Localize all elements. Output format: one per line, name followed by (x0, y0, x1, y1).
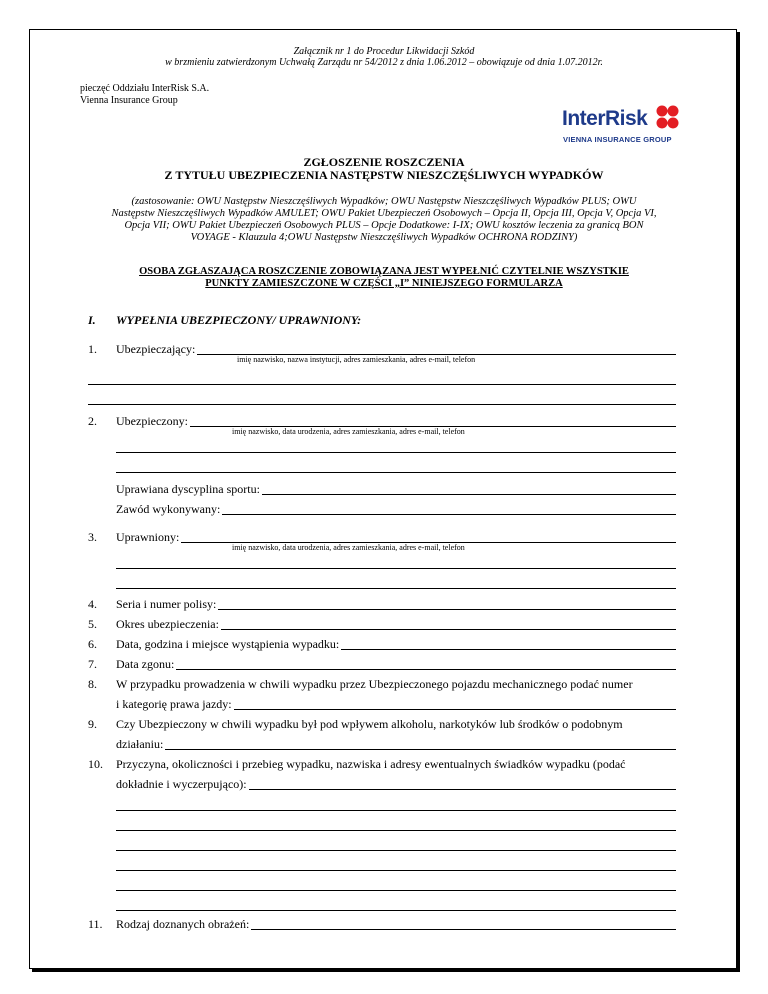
fill-line[interactable] (88, 384, 676, 385)
section-number: I. (88, 313, 96, 327)
field-hint: imię nazwisko, data urodzenia, adres zamieszkania, adres e-mail, telefon (232, 543, 465, 552)
stamp-line-1: pieczęć Oddziału InterRisk S.A. (80, 83, 210, 94)
item-number: 11. (88, 917, 103, 931)
field-label: Zawód wykonywany: (116, 502, 221, 516)
field-label: Rodzaj doznanych obrażeń: (116, 917, 250, 931)
item-number: 6. (88, 637, 97, 651)
field-label: Czy Ubezpieczony w chwili wypadku był pod wpływem alkoholu, narkotyków lub środków o podobnym (116, 717, 623, 731)
fill-line[interactable] (116, 810, 676, 811)
annex-line-2: w brzmieniu zatwierdzonym Uchwałą Zarządu nr 54/2012 z dnia 1.06.2012 – obowiązuje od dnia 1.07.2012r. (165, 57, 603, 68)
field-label: Uprawiana dyscyplina sportu: (116, 482, 260, 496)
field-label: Okres ubezpieczenia: (116, 617, 219, 631)
intoxication-question (88, 717, 676, 733)
driving-license-field[interactable] (116, 697, 676, 713)
stamp-line-2: Vienna Insurance Group (80, 95, 178, 106)
field-label: Przyczyna, okoliczności i przebieg wypadku, nazwiska i adresy ewentualnych świadków wypadku (podać (116, 757, 626, 771)
field-label: Uprawniony: (116, 530, 180, 544)
section-title: WYPEŁNIA UBEZPIECZONY/ UPRAWNIONY: (116, 313, 362, 327)
fill-line[interactable] (116, 749, 676, 750)
field-label: Seria i numer polisy: (116, 597, 217, 611)
accident-datetime-field[interactable] (88, 637, 676, 653)
interrisk-logo (562, 104, 678, 146)
death-date-field[interactable] (88, 657, 676, 673)
intoxication-field[interactable] (116, 737, 676, 753)
logo-brand: InterRisk (562, 107, 648, 130)
fill-line[interactable] (116, 568, 676, 569)
policy-number-field[interactable] (88, 597, 676, 613)
item-number: 10. (88, 757, 103, 771)
field-label: Data zgonu: (116, 657, 175, 671)
fill-line[interactable] (116, 669, 676, 670)
scope-note: (zastosowanie: OWU Następstw Nieszczęśliwych Wypadków; OWU Następstw Nieszczęśliwych Wypadków PLUS; OWU Następstw Nieszczęśliwych Wypadków AMULET; OWU Pakiet Ubezpieczeń Osobowych – Opcja II, Opcja III, Opcja V, Opcja VI, Opcja VII; OWU Pakiet Ubezpieczeń Osobowych PLUS – Opcje Dodatkowe: I-IX; OWU kosztów leczenia za granicą BON VOYAGE - Klauzula 4;OWU Następstw Nieszczęśliwych Wypadków OCHRONA RODZINY) (111, 196, 657, 243)
item-number: 5. (88, 617, 97, 631)
annex-note (0, 46, 768, 68)
item-number: 7. (88, 657, 97, 671)
fill-notice: OSOBA ZGŁASZAJĄCA ROSZCZENIE ZOBOWIĄZANA JEST WYPEŁNIĆ CZYTELNIE WSZYSTKIE PUNKTY ZAMIESZCZONE W CZĘŚCI „I” NINIEJSZEGO FORMULARZA (139, 266, 629, 289)
fill-line[interactable] (116, 850, 676, 851)
item-number: 1. (88, 342, 97, 356)
logo-group: VIENNA INSURANCE GROUP (563, 135, 672, 144)
sport-field[interactable] (116, 482, 676, 498)
field-label: Data, godzina i miejsce wystąpienia wypadku: (116, 637, 340, 651)
item-number: 4. (88, 597, 97, 611)
item-number: 2. (88, 414, 97, 428)
item-number: 8. (88, 677, 97, 691)
form-title (0, 156, 768, 182)
field-label: Ubezpieczony: (116, 414, 188, 428)
fill-line[interactable] (116, 890, 676, 891)
occupation-field[interactable] (116, 502, 676, 518)
branch-stamp (80, 83, 209, 107)
fill-line[interactable] (116, 452, 676, 453)
accident-description-question (88, 757, 676, 773)
fill-line[interactable] (116, 472, 676, 473)
annex-line-1: Załącznik nr 1 do Procedur Likwidacji Szkód (293, 46, 475, 57)
field-label: W przypadku prowadzenia w chwili wypadku przez Ubezpieczonego pojazdu mechanicznego podać numer (116, 677, 633, 691)
item-number: 9. (88, 717, 97, 731)
field-label: dokładnie i wyczerpująco): (116, 777, 247, 791)
injury-type-field[interactable] (88, 917, 676, 933)
driving-license-question (88, 677, 676, 693)
item-number: 3. (88, 530, 97, 544)
fill-line[interactable] (88, 404, 676, 405)
logo-flower-icon (654, 104, 680, 132)
insurance-period-field[interactable] (88, 617, 676, 633)
fill-line[interactable] (116, 870, 676, 871)
fill-line[interactable] (116, 830, 676, 831)
field-hint: imię nazwisko, nazwa instytucji, adres zamieszkania, adres e-mail, telefon (237, 355, 476, 364)
title-line-1: ZGŁOSZENIE ROSZCZENIA (303, 155, 465, 169)
field-label: Ubezpieczający: (116, 342, 196, 356)
fill-line[interactable] (116, 588, 676, 589)
accident-description-field[interactable] (116, 777, 676, 793)
field-label: działaniu: (116, 737, 164, 751)
fill-line[interactable] (116, 910, 676, 911)
field-label: i kategorię prawa jazdy: (116, 697, 232, 711)
field-hint: imię nazwisko, data urodzenia, adres zamieszkania, adres e-mail, telefon (232, 427, 465, 436)
title-line-2: Z TYTUŁU UBEZPIECZENIA NASTĘPSTW NIESZCZĘŚLIWYCH WYPADKÓW (164, 168, 604, 182)
